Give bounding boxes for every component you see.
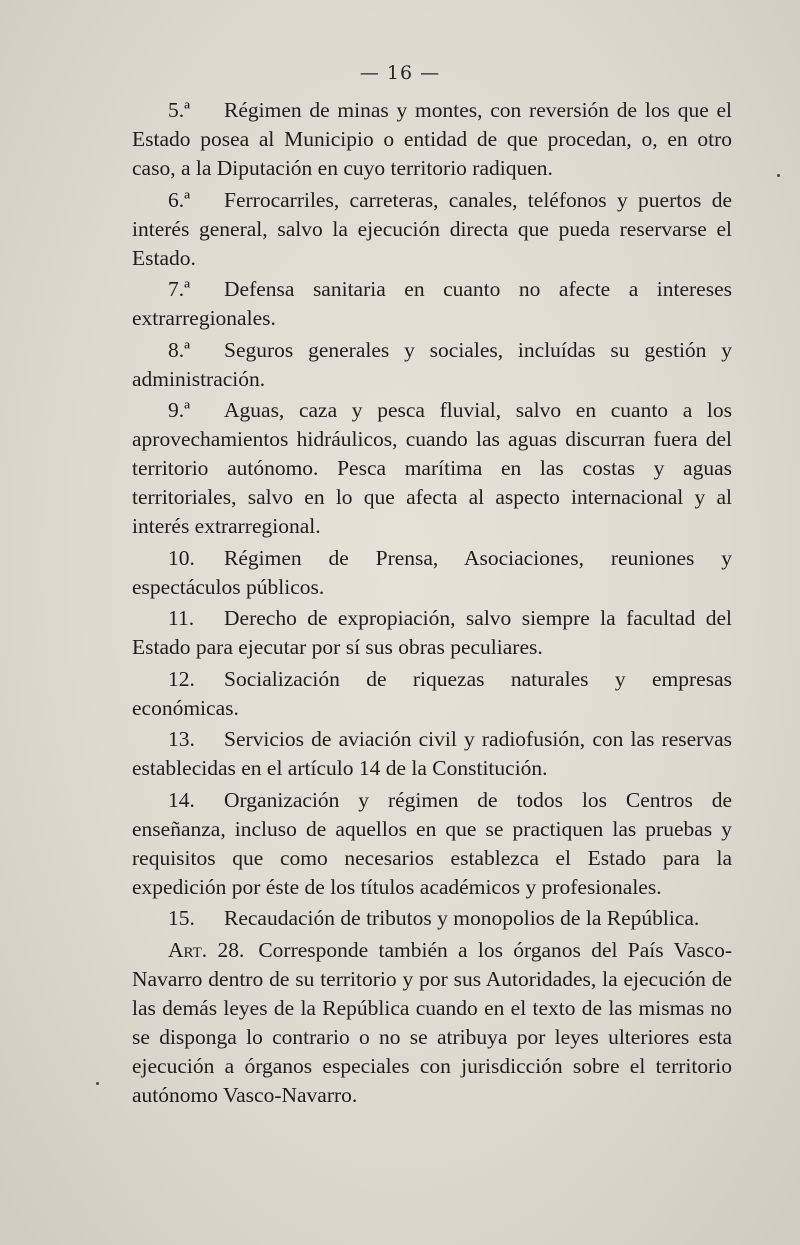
item-number: 11. <box>168 606 195 630</box>
item-number: 9.ª <box>168 398 191 422</box>
list-item <box>132 186 732 273</box>
article-number: 28. <box>217 937 245 962</box>
item-text: Recaudación de tributos y monopolios de la República. <box>224 906 700 930</box>
list-item <box>132 604 732 662</box>
article-paragraph <box>132 936 732 1110</box>
item-text: Servicios de aviación civil y radiofusión, con las reservas establecidas en el artículo 14 de la Constitución. <box>132 727 732 780</box>
item-number: 14. <box>168 787 195 812</box>
item-number: 15. <box>168 906 195 930</box>
item-number: 10. <box>168 545 195 570</box>
item-number: 7.ª <box>168 277 191 301</box>
item-number: 13. <box>168 727 195 751</box>
list-item <box>132 396 732 541</box>
list-item <box>132 725 732 783</box>
item-text: Ferrocarriles, carreteras, canales, teléfonos y puertos de interés general, salvo la ejecución directa que pueda reservarse el Estado. <box>132 187 732 270</box>
item-text: Seguros generales y sociales, incluídas su gestión y administración. <box>132 337 732 391</box>
item-number: 6.ª <box>168 187 191 212</box>
item-text: Régimen de minas y montes, con reversión de los que el Estado posea al Municipio o entidad de que procedan, o, en otro caso, a la Diputación en cuyo territorio radiquen. <box>132 98 732 180</box>
item-text: Defensa sanitaria en cuanto no afecte a intereses extrarregionales. <box>132 277 732 330</box>
list-item <box>132 336 732 394</box>
item-number: 5.ª <box>168 98 191 122</box>
item-text: Régimen de Prensa, Asociaciones, reuniones y espectáculos públicos. <box>132 545 732 599</box>
item-text: Socialización de riquezas naturales y empresas económicas. <box>132 666 732 720</box>
item-number: 8.ª <box>168 337 191 362</box>
paper-speck <box>96 1082 99 1085</box>
list-item <box>132 904 732 933</box>
paper-speck <box>777 174 780 177</box>
page-number: — 16 — <box>359 62 441 84</box>
item-number: 12. <box>168 666 195 691</box>
item-text: Organización y régimen de todos los Centros de enseñanza, incluso de aquellos en que se practiquen las pruebas y requisitos que como necesarios establezca el Estado para la expedición por éste de los títulos académicos y profesionales. <box>132 787 732 899</box>
list-item <box>132 665 732 723</box>
item-text: Derecho de expropiación, salvo siempre la facultad del Estado para ejecutar por sí sus obras peculiares. <box>132 606 732 659</box>
list-item <box>132 786 732 902</box>
body-text <box>132 96 732 1112</box>
article-text: Corresponde también a los órganos del País Vasco-Navarro dentro de su territorio y por sus Autoridades, la ejecución de las demás leyes de la República cuando en el texto de las mismas no se disponga lo contrario o no se atribuya por leyes ulteriores esta ejecución a órganos especiales con jurisdicción sobre el territorio autónomo Vasco-Navarro. <box>132 937 733 1107</box>
list-item <box>132 544 732 602</box>
article-label: Art. <box>168 937 208 962</box>
list-item <box>132 275 732 333</box>
item-text: Aguas, caza y pesca fluvial, salvo en cuanto a los aprovechamientos hidráulicos, cuando las aguas discurran fuera del territorio autónomo. Pesca marítima en las costas y aguas territoriales, salvo en lo que afecta al aspecto internacional y al interés extrarregional. <box>132 398 732 538</box>
list-item <box>132 96 732 183</box>
